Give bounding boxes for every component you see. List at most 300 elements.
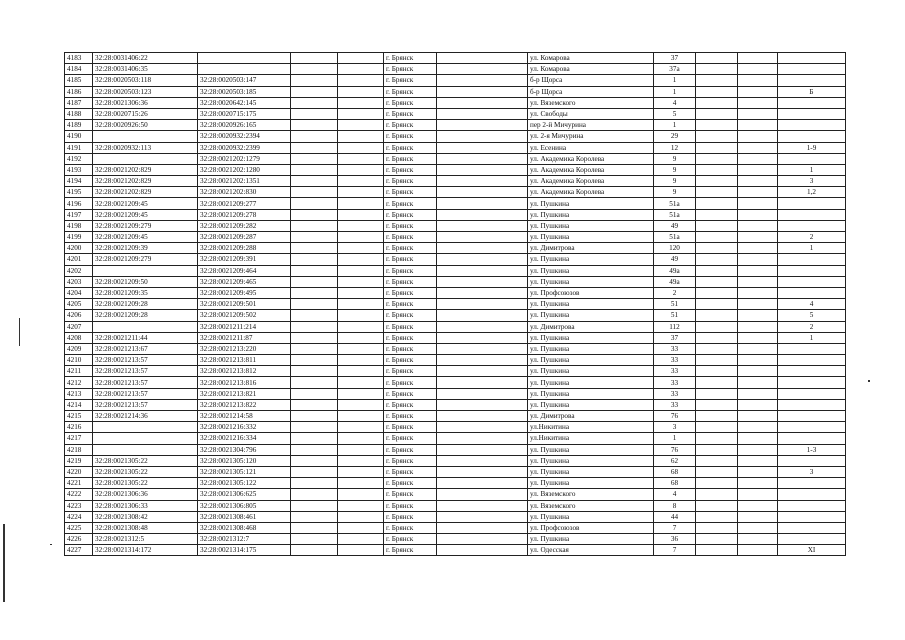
col-5-cell	[338, 321, 384, 332]
table-row	[65, 131, 846, 142]
street-cell: ул. Вяземского	[528, 500, 654, 511]
street-cell: ул. Пушкина	[528, 534, 654, 545]
city-cell: г. Брянск	[384, 276, 437, 287]
row-number-cell: 4215	[65, 411, 93, 422]
col-11-cell	[738, 489, 778, 500]
col-4-cell	[291, 164, 338, 175]
col-7-cell	[437, 489, 528, 500]
col-7-cell	[437, 321, 528, 332]
row-number-cell: 4222	[65, 489, 93, 500]
cadastral-number-object-cell: 32:28:0021202:1279	[198, 153, 291, 164]
city-cell: г. Брянск	[384, 534, 437, 545]
table-row	[65, 53, 846, 64]
col-11-cell	[738, 131, 778, 142]
col-5-cell	[338, 120, 384, 131]
table-row	[65, 97, 846, 108]
col-11-cell	[738, 176, 778, 187]
cadastral-number-object-cell: 32:28:0021308:461	[198, 511, 291, 522]
col-4-cell	[291, 478, 338, 489]
apartment-cell	[778, 198, 846, 209]
city-cell: г. Брянск	[384, 164, 437, 175]
col-11-cell	[738, 75, 778, 86]
row-number-cell: 4217	[65, 433, 93, 444]
cadastral-number-object-cell: 32:28:0021202:1351	[198, 176, 291, 187]
cadastral-number-parcel-cell	[93, 444, 198, 455]
col-4-cell	[291, 86, 338, 97]
city-cell: г. Брянск	[384, 332, 437, 343]
col-7-cell	[437, 388, 528, 399]
apartment-cell	[778, 220, 846, 231]
table-row	[65, 142, 846, 153]
cadastral-number-parcel-cell: 32:28:0021202:829	[93, 176, 198, 187]
cadastral-number-object-cell: 32:28:0021209:278	[198, 209, 291, 220]
cadastral-number-parcel-cell: 32:28:0021312:5	[93, 534, 198, 545]
col-11-cell	[738, 444, 778, 455]
house-number-cell: 12	[654, 142, 696, 153]
col-7-cell	[437, 176, 528, 187]
col-10-cell	[696, 399, 738, 410]
row-number-cell: 4224	[65, 511, 93, 522]
col-7-cell	[437, 377, 528, 388]
apartment-cell: Б	[778, 86, 846, 97]
col-5-cell	[338, 287, 384, 298]
col-5-cell	[338, 53, 384, 64]
house-number-cell: 9	[654, 164, 696, 175]
city-cell: г. Брянск	[384, 299, 437, 310]
apartment-cell	[778, 411, 846, 422]
house-number-cell: 37а	[654, 64, 696, 75]
apartment-cell	[778, 455, 846, 466]
apartment-cell: 5	[778, 310, 846, 321]
table-row	[65, 433, 846, 444]
row-number-cell: 4197	[65, 209, 93, 220]
row-number-cell: 4221	[65, 478, 93, 489]
col-5-cell	[338, 97, 384, 108]
street-cell: б-р Щорса	[528, 75, 654, 86]
cadastral-number-parcel-cell	[93, 153, 198, 164]
city-cell: г. Брянск	[384, 343, 437, 354]
col-10-cell	[696, 522, 738, 533]
cadastral-number-parcel-cell: 32:28:0021209:45	[93, 198, 198, 209]
col-7-cell	[437, 232, 528, 243]
col-4-cell	[291, 321, 338, 332]
cadastral-number-parcel-cell: 32:28:0021209:279	[93, 220, 198, 231]
apartment-cell: 1,2	[778, 187, 846, 198]
cadastral-number-parcel-cell: 32:28:0021209:35	[93, 287, 198, 298]
house-number-cell: 49	[654, 254, 696, 265]
city-cell: г. Брянск	[384, 377, 437, 388]
row-number-cell: 4201	[65, 254, 93, 265]
col-4-cell	[291, 399, 338, 410]
cadastral-number-parcel-cell: 32:28:0021209:45	[93, 209, 198, 220]
col-7-cell	[437, 399, 528, 410]
cadastral-number-parcel-cell: 32:28:0021306:36	[93, 97, 198, 108]
cadastral-number-parcel-cell: 32:28:0021306:33	[93, 500, 198, 511]
col-7-cell	[437, 534, 528, 545]
col-5-cell	[338, 422, 384, 433]
col-4-cell	[291, 232, 338, 243]
house-number-cell: 49а	[654, 276, 696, 287]
cadastral-number-object-cell: 32:28:0021216:332	[198, 422, 291, 433]
col-7-cell	[437, 433, 528, 444]
house-number-cell: 37	[654, 53, 696, 64]
cadastral-number-object-cell: 32:28:0021209:282	[198, 220, 291, 231]
col-4-cell	[291, 489, 338, 500]
col-10-cell	[696, 310, 738, 321]
col-11-cell	[738, 534, 778, 545]
col-11-cell	[738, 377, 778, 388]
row-number-cell: 4210	[65, 355, 93, 366]
cadastral-number-parcel-cell	[93, 131, 198, 142]
row-number-cell: 4212	[65, 377, 93, 388]
col-10-cell	[696, 220, 738, 231]
row-number-cell: 4218	[65, 444, 93, 455]
apartment-cell	[778, 388, 846, 399]
city-cell: г. Брянск	[384, 321, 437, 332]
col-11-cell	[738, 97, 778, 108]
cadastral-number-parcel-cell: 32:28:0021209:279	[93, 254, 198, 265]
col-11-cell	[738, 366, 778, 377]
col-7-cell	[437, 243, 528, 254]
table-row	[65, 489, 846, 500]
col-4-cell	[291, 108, 338, 119]
street-cell: ул. Пушкина	[528, 466, 654, 477]
street-cell: ул. Пушкина	[528, 254, 654, 265]
col-7-cell	[437, 310, 528, 321]
apartment-cell	[778, 75, 846, 86]
cadastral-number-parcel-cell: 32:28:0021213:57	[93, 366, 198, 377]
apartment-cell: 3	[778, 466, 846, 477]
col-4-cell	[291, 220, 338, 231]
cadastral-number-object-cell	[198, 64, 291, 75]
col-7-cell	[437, 265, 528, 276]
table-row	[65, 243, 846, 254]
cadastral-number-object-cell: 32:28:0021213:821	[198, 388, 291, 399]
col-11-cell	[738, 232, 778, 243]
scan-dot-left	[50, 544, 52, 545]
col-5-cell	[338, 545, 384, 556]
cadastral-number-parcel-cell: 32:28:0021314:172	[93, 545, 198, 556]
col-5-cell	[338, 254, 384, 265]
city-cell: г. Брянск	[384, 545, 437, 556]
col-10-cell	[696, 411, 738, 422]
col-11-cell	[738, 388, 778, 399]
city-cell: г. Брянск	[384, 53, 437, 64]
table-row	[65, 545, 846, 556]
house-number-cell: 120	[654, 243, 696, 254]
col-7-cell	[437, 254, 528, 265]
house-number-cell: 76	[654, 411, 696, 422]
house-number-cell: 1	[654, 433, 696, 444]
col-5-cell	[338, 310, 384, 321]
col-5-cell	[338, 142, 384, 153]
col-5-cell	[338, 176, 384, 187]
street-cell: ул. Пушкина	[528, 332, 654, 343]
table-row	[65, 299, 846, 310]
cadastral-number-parcel-cell: 32:28:0021305:22	[93, 466, 198, 477]
city-cell: г. Брянск	[384, 522, 437, 533]
cadastral-number-object-cell: 32:28:0021308:468	[198, 522, 291, 533]
col-5-cell	[338, 75, 384, 86]
cadastral-number-object-cell: 32:28:0021213:816	[198, 377, 291, 388]
col-10-cell	[696, 534, 738, 545]
house-number-cell: 1	[654, 86, 696, 97]
col-4-cell	[291, 299, 338, 310]
row-number-cell: 4195	[65, 187, 93, 198]
col-10-cell	[696, 478, 738, 489]
table-row	[65, 254, 846, 265]
house-number-cell: 62	[654, 455, 696, 466]
table-row	[65, 534, 846, 545]
cadastral-number-object-cell: 32:28:0020642:145	[198, 97, 291, 108]
house-number-cell: 51	[654, 299, 696, 310]
col-7-cell	[437, 75, 528, 86]
col-5-cell	[338, 299, 384, 310]
cadastral-number-parcel-cell: 32:28:0021213:57	[93, 399, 198, 410]
apartment-cell	[778, 489, 846, 500]
city-cell: г. Брянск	[384, 254, 437, 265]
street-cell: ул. Пушкина	[528, 276, 654, 287]
row-number-cell: 4227	[65, 545, 93, 556]
cadastral-number-object-cell: 32:28:0021209:501	[198, 299, 291, 310]
cadastral-number-object-cell: 32:28:0021312:7	[198, 534, 291, 545]
street-cell: пер 2-й Мичурина	[528, 120, 654, 131]
cadastral-number-object-cell: 32:28:0021213:822	[198, 399, 291, 410]
col-11-cell	[738, 511, 778, 522]
house-number-cell: 33	[654, 355, 696, 366]
cadastral-number-object-cell: 32:28:0021314:175	[198, 545, 291, 556]
col-11-cell	[738, 466, 778, 477]
apartment-cell	[778, 355, 846, 366]
table-row	[65, 332, 846, 343]
cadastral-number-parcel-cell: 32:28:0020503:118	[93, 75, 198, 86]
apartment-cell	[778, 287, 846, 298]
col-11-cell	[738, 120, 778, 131]
row-number-cell: 4211	[65, 366, 93, 377]
col-5-cell	[338, 433, 384, 444]
cadastral-number-object-cell: 32:28:0020503:147	[198, 75, 291, 86]
row-number-cell: 4193	[65, 164, 93, 175]
table-row	[65, 198, 846, 209]
street-cell: ул.Никитина	[528, 422, 654, 433]
house-number-cell: 51а	[654, 232, 696, 243]
cadastral-number-object-cell	[198, 53, 291, 64]
city-cell: г. Брянск	[384, 232, 437, 243]
col-5-cell	[338, 489, 384, 500]
table-row	[65, 86, 846, 97]
row-number-cell: 4205	[65, 299, 93, 310]
table-row	[65, 75, 846, 86]
col-4-cell	[291, 97, 338, 108]
city-cell: г. Брянск	[384, 142, 437, 153]
col-10-cell	[696, 433, 738, 444]
col-5-cell	[338, 399, 384, 410]
col-5-cell	[338, 332, 384, 343]
apartment-cell	[778, 511, 846, 522]
city-cell: г. Брянск	[384, 355, 437, 366]
cadastral-number-parcel-cell: 32:28:0021306:36	[93, 489, 198, 500]
col-4-cell	[291, 64, 338, 75]
cadastral-number-parcel-cell: 32:28:0031406:22	[93, 53, 198, 64]
col-10-cell	[696, 489, 738, 500]
table-row	[65, 377, 846, 388]
row-number-cell: 4204	[65, 287, 93, 298]
table-row	[65, 120, 846, 131]
col-10-cell	[696, 142, 738, 153]
city-cell: г. Брянск	[384, 108, 437, 119]
street-cell: ул. Пушкина	[528, 343, 654, 354]
cadastral-number-object-cell: 32:28:0021306:625	[198, 489, 291, 500]
col-10-cell	[696, 254, 738, 265]
cadastral-number-parcel-cell: 32:28:0021209:50	[93, 276, 198, 287]
col-4-cell	[291, 198, 338, 209]
cadastral-number-parcel-cell: 32:28:0021209:45	[93, 232, 198, 243]
col-5-cell	[338, 366, 384, 377]
col-11-cell	[738, 545, 778, 556]
table-row	[65, 399, 846, 410]
city-cell: г. Брянск	[384, 366, 437, 377]
row-number-cell: 4202	[65, 265, 93, 276]
street-cell: ул. Пушкина	[528, 299, 654, 310]
col-10-cell	[696, 355, 738, 366]
col-5-cell	[338, 388, 384, 399]
col-11-cell	[738, 478, 778, 489]
street-cell: ул. Пушкина	[528, 444, 654, 455]
col-5-cell	[338, 198, 384, 209]
house-number-cell: 51а	[654, 209, 696, 220]
col-5-cell	[338, 232, 384, 243]
row-number-cell: 4199	[65, 232, 93, 243]
street-cell: ул. 2-я Мичурина	[528, 131, 654, 142]
street-cell: ул. Димитрова	[528, 321, 654, 332]
table-row	[65, 522, 846, 533]
city-cell: г. Брянск	[384, 478, 437, 489]
col-10-cell	[696, 287, 738, 298]
house-number-cell: 33	[654, 343, 696, 354]
col-11-cell	[738, 433, 778, 444]
apartment-cell: 2	[778, 321, 846, 332]
col-11-cell	[738, 153, 778, 164]
street-cell: ул. Профсоюзов	[528, 287, 654, 298]
col-5-cell	[338, 265, 384, 276]
street-cell: б-р Щорса	[528, 86, 654, 97]
city-cell: г. Брянск	[384, 120, 437, 131]
city-cell: г. Брянск	[384, 422, 437, 433]
scan-mark-left-small	[19, 318, 20, 346]
apartment-cell	[778, 478, 846, 489]
col-10-cell	[696, 187, 738, 198]
col-5-cell	[338, 131, 384, 142]
cadastral-number-parcel-cell: 32:28:0021305:22	[93, 478, 198, 489]
col-4-cell	[291, 120, 338, 131]
row-number-cell: 4183	[65, 53, 93, 64]
cadastral-number-object-cell: 32:28:0021209:391	[198, 254, 291, 265]
table-row	[65, 444, 846, 455]
city-cell: г. Брянск	[384, 411, 437, 422]
col-4-cell	[291, 153, 338, 164]
col-7-cell	[437, 187, 528, 198]
house-number-cell: 1	[654, 75, 696, 86]
cadastral-number-object-cell: 32:28:0020932:2394	[198, 131, 291, 142]
cadastral-number-parcel-cell	[93, 433, 198, 444]
cadastral-number-parcel-cell	[93, 265, 198, 276]
table-row	[65, 276, 846, 287]
row-number-cell: 4185	[65, 75, 93, 86]
col-5-cell	[338, 522, 384, 533]
street-cell: ул. Пушкина	[528, 220, 654, 231]
house-number-cell: 9	[654, 176, 696, 187]
apartment-cell: 4	[778, 299, 846, 310]
table-row	[65, 187, 846, 198]
col-11-cell	[738, 209, 778, 220]
col-7-cell	[437, 366, 528, 377]
col-4-cell	[291, 411, 338, 422]
house-number-cell: 33	[654, 377, 696, 388]
col-4-cell	[291, 310, 338, 321]
cadastral-number-object-cell: 32:28:0021211:214	[198, 321, 291, 332]
col-10-cell	[696, 97, 738, 108]
city-cell: г. Брянск	[384, 399, 437, 410]
street-cell: ул. Пушкина	[528, 399, 654, 410]
col-10-cell	[696, 53, 738, 64]
cadastral-number-object-cell: 32:28:0021211:87	[198, 332, 291, 343]
col-7-cell	[437, 522, 528, 533]
cadastral-number-parcel-cell	[93, 321, 198, 332]
cadastral-number-object-cell: 32:28:0021306:805	[198, 500, 291, 511]
row-number-cell: 4219	[65, 455, 93, 466]
col-10-cell	[696, 153, 738, 164]
house-number-cell: 44	[654, 511, 696, 522]
city-cell: г. Брянск	[384, 444, 437, 455]
street-cell: ул. Свободы	[528, 108, 654, 119]
table-row	[65, 478, 846, 489]
cadastral-number-parcel-cell: 32:28:0020715:26	[93, 108, 198, 119]
col-4-cell	[291, 176, 338, 187]
table-row	[65, 355, 846, 366]
street-cell: ул. Пушкина	[528, 310, 654, 321]
street-cell: ул. Вяземского	[528, 489, 654, 500]
col-10-cell	[696, 511, 738, 522]
row-number-cell: 4194	[65, 176, 93, 187]
house-number-cell: 36	[654, 534, 696, 545]
col-10-cell	[696, 243, 738, 254]
col-7-cell	[437, 545, 528, 556]
city-cell: г. Брянск	[384, 176, 437, 187]
apartment-cell	[778, 377, 846, 388]
row-number-cell: 4187	[65, 97, 93, 108]
col-11-cell	[738, 411, 778, 422]
table-row	[65, 422, 846, 433]
col-7-cell	[437, 455, 528, 466]
col-7-cell	[437, 422, 528, 433]
col-11-cell	[738, 64, 778, 75]
col-7-cell	[437, 153, 528, 164]
col-10-cell	[696, 332, 738, 343]
col-11-cell	[738, 243, 778, 254]
col-10-cell	[696, 265, 738, 276]
col-11-cell	[738, 187, 778, 198]
city-cell: г. Брянск	[384, 153, 437, 164]
city-cell: г. Брянск	[384, 455, 437, 466]
col-10-cell	[696, 164, 738, 175]
col-11-cell	[738, 500, 778, 511]
col-11-cell	[738, 399, 778, 410]
col-11-cell	[738, 220, 778, 231]
apartment-cell: 3	[778, 176, 846, 187]
col-10-cell	[696, 545, 738, 556]
col-11-cell	[738, 299, 778, 310]
house-number-cell: 8	[654, 500, 696, 511]
